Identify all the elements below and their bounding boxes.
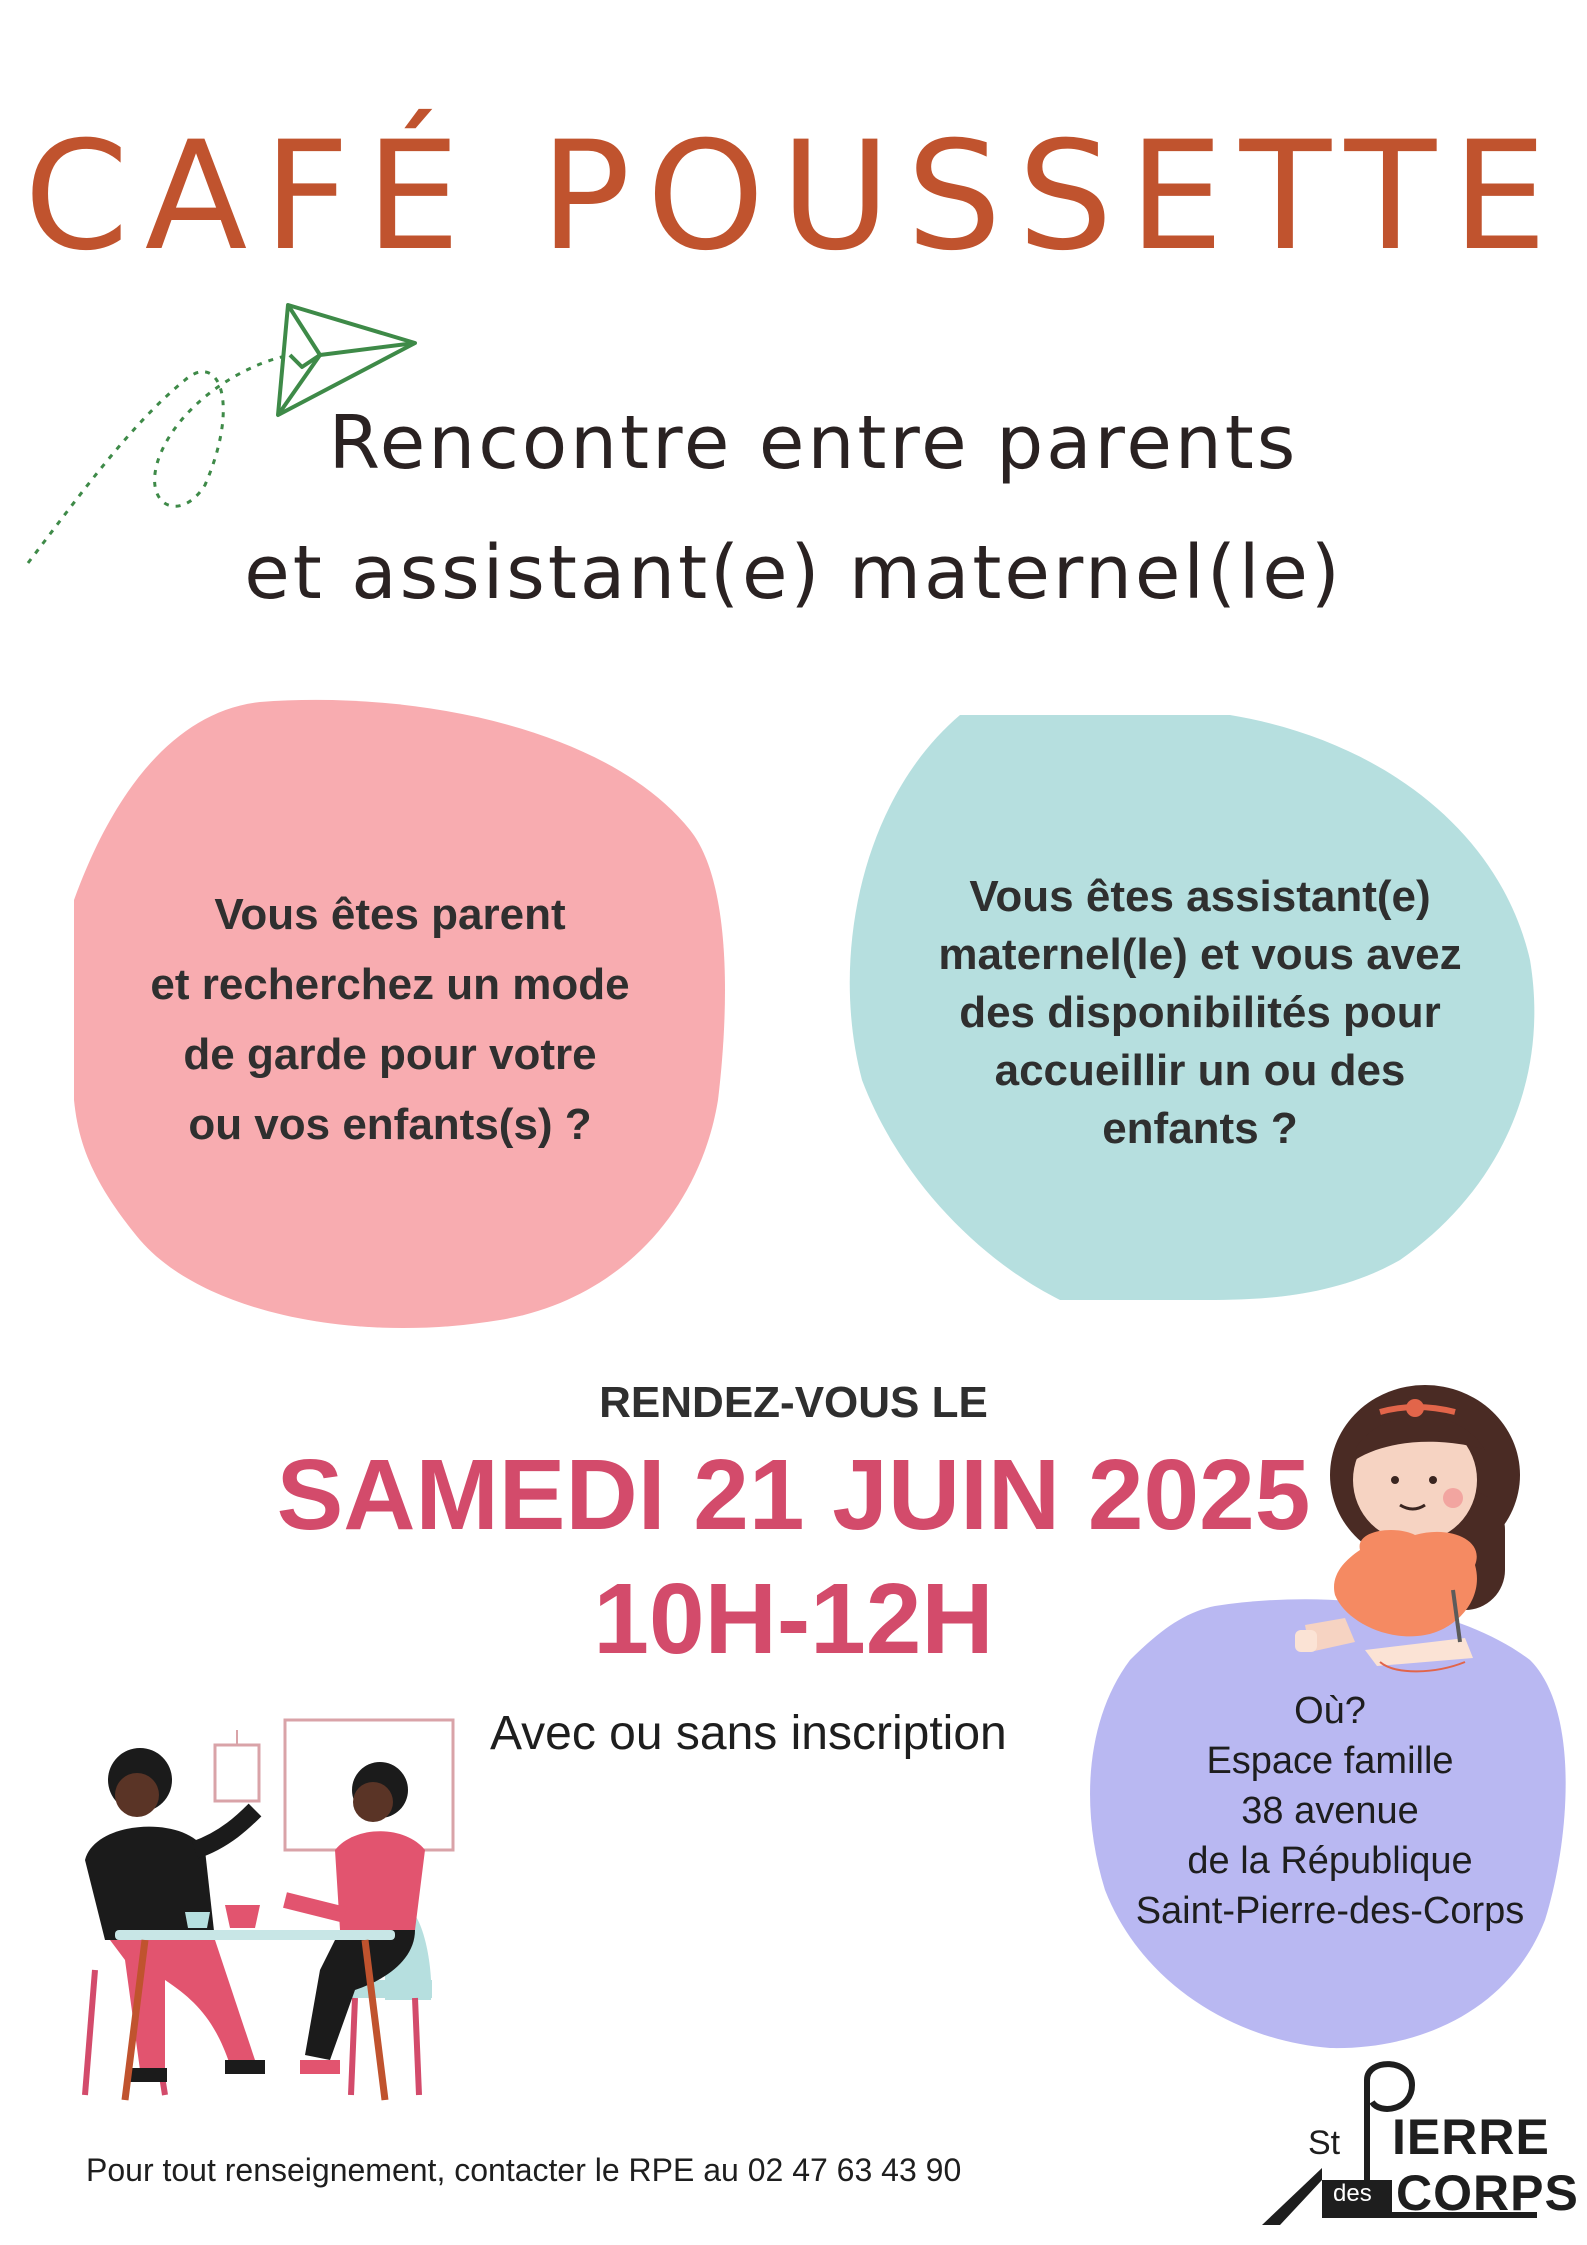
assistant-bubble-text [890, 868, 1510, 1158]
event-time: 10H-12H [593, 1563, 994, 1675]
subtitle-line-1: Rencontre entre parents [328, 400, 1299, 486]
assistant-bubble-line: accueillir un ou des [994, 1046, 1406, 1095]
two-women-table-illustration [55, 1700, 485, 2110]
assistant-bubble-line: enfants ? [1102, 1104, 1298, 1153]
event-date: SAMEDI 21 JUIN 2025 [276, 1439, 1311, 1551]
location-line: Saint-Pierre-des-Corps [1135, 1890, 1525, 1932]
registration-note: Avec ou sans inscription [490, 1707, 1007, 1760]
parent-bubble-line: Vous êtes parent [214, 890, 566, 939]
page-title: CAFÉ POUSSETTE [24, 110, 1563, 284]
assistant-bubble-line: Vous êtes assistant(e) [969, 872, 1431, 921]
drawing-girl-illustration [1285, 1380, 1535, 1680]
parent-bubble-text [110, 880, 670, 1160]
logo-st: St [1308, 2124, 1341, 2162]
location-line: de la République [1187, 1840, 1473, 1882]
logo-corps: CORPS [1396, 2165, 1579, 2221]
assistant-bubble-line: des disponibilités pour [959, 988, 1441, 1037]
logo-pierre: IERRE [1392, 2109, 1550, 2165]
parent-bubble-line: ou vos enfants(s) ? [188, 1100, 592, 1149]
rendezvous-label: RENDEZ-VOUS LE [599, 1378, 988, 1427]
location-line: 38 avenue [1241, 1790, 1419, 1832]
logo-des: des [1333, 2180, 1372, 2207]
subtitle-line-2: et assistant(e) maternel(le) [244, 530, 1343, 616]
location-question: Où? [1294, 1690, 1366, 1732]
assistant-bubble-line: maternel(le) et vous avez [938, 930, 1462, 979]
contact-info: Pour tout renseignement, contacter le RPE au 02 47 63 43 90 [86, 2152, 962, 2188]
parent-bubble-line: et recherchez un mode [150, 960, 630, 1009]
location-block [1100, 1686, 1560, 1936]
parent-bubble-line: de garde pour votre [183, 1030, 597, 1079]
location-line: Espace famille [1206, 1740, 1454, 1782]
